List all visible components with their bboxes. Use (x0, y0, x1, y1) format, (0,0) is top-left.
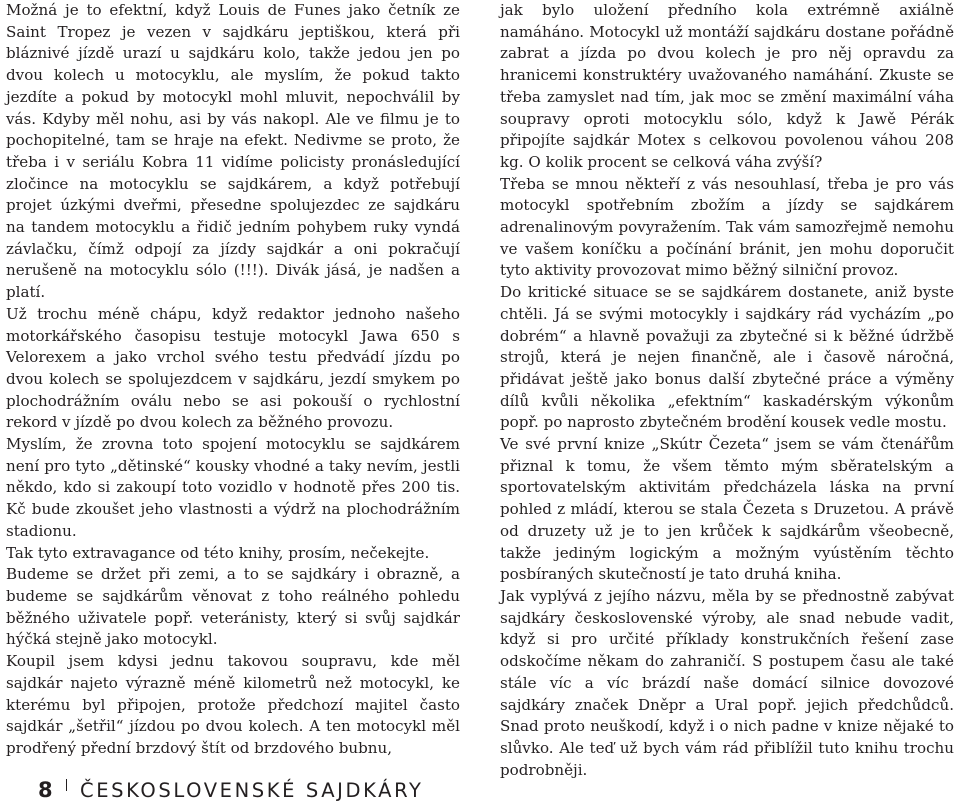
paragraph: Ve své první knize „Skútr Čezeta“ jsem se vám čtenářům přiznal k tomu, že všem těmto mým sběratelským a sportovatelským aktivitám předcházela láska na první pohled z mládí, kterou se stala Čezeta s Druzetou. A právě od druzety už je to jen krůček k sajdkárům všeobecně, takže jediným logickým a možným vyústěním těchto posbíraných skutečností je tato druhá kniha. (500, 435, 954, 584)
page-number: 8 (38, 778, 54, 802)
paragraph: jak bylo uložení předního kola extrémně axiálně namáháno. Motocykl už montáží sajdkáru dostane pořádně zabrat a jízda po dvou kolech je pro něj opravdu za hranicemi konstruktéry uvažovaného namáhání. Zkuste se třeba zamyslet nad tím, jak moc se změní maximální váha soupravy oproti motocyklu sólo, když k Jawě Pérák připojíte sajdkár Motex s celkovou povolenou váhou 208 kg. O kolik procent se celková váha zvýší? (500, 1, 954, 171)
publication-title: ČESKOSLOVENSKÉ SAJDKÁRY (80, 779, 424, 802)
paragraph: Třeba se mnou někteří z vás nesouhlasí, třeba je pro vás motocykl spotřebním zbožím a jízdy se sajdkárem adrenalinovým povyražením. Tak vám samozřejmě nemohu ve vašem koníčku a počínání bránit, jen mohu doporučit tyto aktivity provozovat mimo běžný silniční provoz. (500, 174, 954, 280)
footer-divider (66, 779, 67, 791)
paragraph: Jak vyplývá z jejího názvu, měla by se přednostně zabývat sajdkáry československé výroby, ale snad nebude vadit, když si pro určité příklady konstrukčních řešení zase odskočíme někam do zahraničí. S postupem času ale také stále víc a víc brázdí naše domácí silnice dovozové sajdkáry značek Dněpr a Ural popř. jejich předchůdců. Snad proto neuškodí, když i o nich padne v knize nějaké to slůvko. Ale teď už bych vám rád přiblížil tuto knihu trochu podrobněji. (500, 586, 954, 779)
left-text-column (6, 0, 460, 760)
paragraph: Budeme se držet při zemi, a to se sajdkáry i obrazně, a budeme se sajdkárům věnovat z toho reálného pohledu běžného uživatele popř. veteránisty, který si svůj sajdkár hýčká stejně jako motocykl. (6, 565, 460, 649)
paragraph: Možná je to efektní, když Louis de Funes jako četník ze Saint Tropez je vezen v sajdkáru jeptiškou, která při bláznivé jízdě urazí u sajdkáru kolo, takže jedou jen po dvou kolech u motocyklu, ale myslím, že pokud takto jezdíte a pokud by motocykl mohl mluvit, nepochválil by vás. Kdyby měl nohu, asi by vás nakopl. Ale ve filmu je to pochopitelné, tam se hraje na efekt. Nedivme se proto, že třeba i v seriálu Kobra 11 vidíme policisty pronásledující zločince na motocyklu se sajdkárem, a když potřebují projet úzkými dveřmi, přesedne spolujezdec ze sajdkáru na tandem motocyklu a řidič jedním pohybem ruky vyndá závlačku, čímž odpojí za jízdy sajdkár a oni pokračují nerušeně na motocyklu sólo (!!!). Divák jásá, je nadšen a platí. (6, 1, 460, 302)
right-text-column (500, 0, 954, 781)
page-footer (0, 768, 960, 804)
paragraph: Do kritické situace se se sajdkárem dostanete, aniž byste chtěli. Já se svými motocykly i sajdkáry rád vycházím „po dobrém“ a hlavně považuji za zbytečné si k běžné údržbě strojů, která je nejen finančně, ale i časově náročná, přidávat ještě jako bonus další zbytečné práce a výměny dílů kvůli několika „efektním“ kaskadérským výkonům popř. po naprosto zbytečném brodění kousek vedle mostu. (500, 283, 954, 432)
paragraph: Tak tyto extravagance od této knihy, prosím, nečekejte. (6, 543, 430, 562)
paragraph: Koupil jsem kdysi jednu takovou soupravu, kde měl sajdkár najeto výrazně méně kilometrů než motocykl, ke kterému byl připojen, protože předchozí majitel často sajdkár „šetřil“ jízdou po dvou kolech. A ten motocykl měl prodřený přední brzdový štít od brzdového bubnu, (6, 652, 460, 757)
paragraph: Už trochu méně chápu, když redaktor jednoho našeho motorkářského časopisu testuje motocykl Jawa 650 s Velorexem a jako vrchol svého testu předvádí jízdu po dvou kolech se spolujezdcem v sajdkáru, jezdí smykem po plochodrážním oválu nebo se asi pokouší o rychlostní rekord v jízdě po dvou kolech za běžného provozu. (6, 304, 460, 432)
paragraph: Myslím, že zrovna toto spojení motocyklu se sajdkárem není pro tyto „dětinské“ kousky vhodné a taky nevím, jestli někdo, kdo si zakoupí toto vozidlo v hodnotě přes 200 tis. Kč bude zkoušet jeho vlastnosti a výdrž na plochodrážním stadionu. (6, 435, 460, 540)
